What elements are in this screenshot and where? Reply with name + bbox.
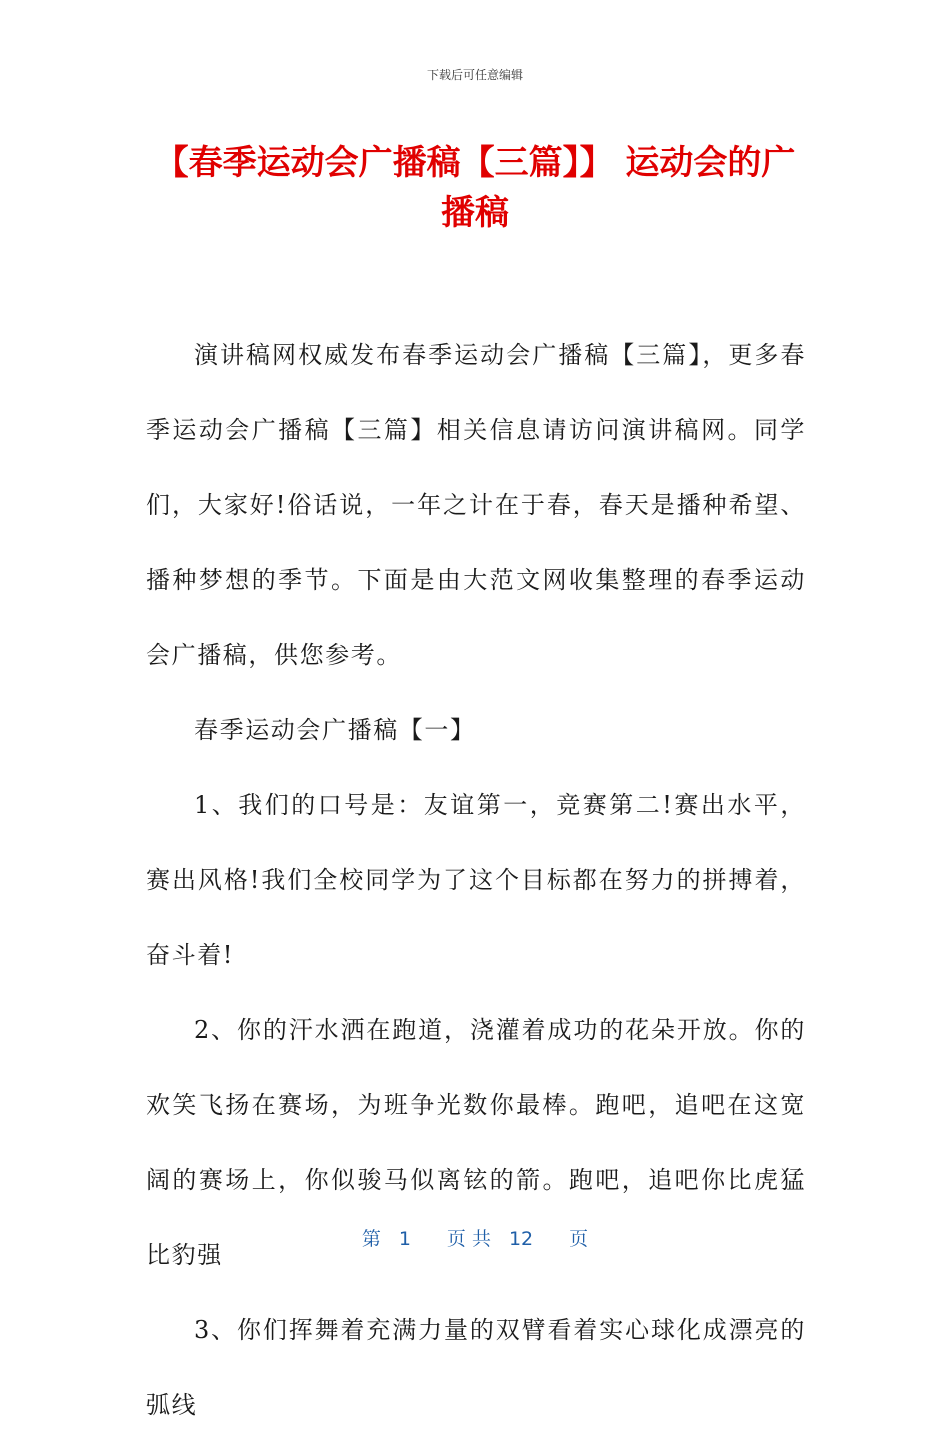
- footer-prefix: 第: [361, 1228, 381, 1250]
- document-title: 【春季运动会广播稿【三篇】】 运动会的广播稿: [154, 143, 796, 233]
- paragraph-item-2: 2、你的汗水洒在跑道，浇灌着成功的花朵开放。你的欢笑飞扬在赛场，为班争光数你最棒。跑吧，追吧在这宽阔的赛场上，你似骏马似离铉的箭。跑吧，追吧你比虎猛比豹强: [146, 1016, 806, 1269]
- footer-middle: 页 共: [446, 1228, 491, 1250]
- footer-page-number: 1: [398, 1228, 411, 1250]
- paragraph-item-3: 3、你们挥舞着充满力量的双臂看着实心球化成漂亮的弧线: [146, 1316, 806, 1419]
- document-body: [146, 318, 806, 1443]
- paragraph-item-1: 1、我们的口号是：友谊第一，竞赛第二!赛出水平，赛出风格!我们全校同学为了这个目标都在努力的拼搏着，奋斗着!: [146, 791, 806, 969]
- header-note: 下载后可任意编辑: [426, 68, 523, 82]
- intro-paragraph: 演讲稿网权威发布春季运动会广播稿【三篇】，更多春季运动会广播稿【三篇】相关信息请访问演讲稿网。同学们，大家好!俗话说，一年之计在于春，春天是播种希望、播种梦想的季节。下面是由大范文网收集整理的春季运动会广播稿，供您参考。: [146, 341, 806, 669]
- page-footer: [0, 1224, 950, 1251]
- footer-suffix: 页: [569, 1228, 589, 1250]
- footer-total-pages: 12: [508, 1228, 534, 1250]
- section-heading: 春季运动会广播稿【一】: [194, 716, 476, 744]
